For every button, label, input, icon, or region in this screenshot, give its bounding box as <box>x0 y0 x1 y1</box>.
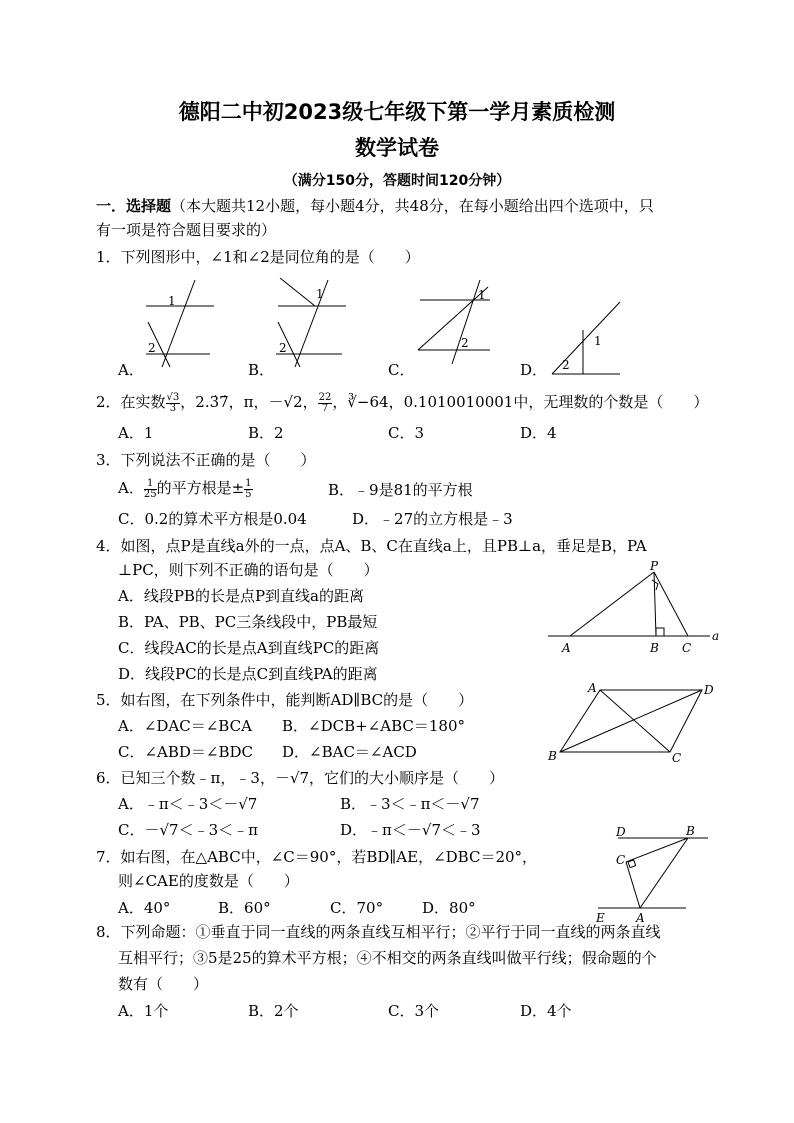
q1-option-c[interactable]: C． <box>388 361 415 379</box>
q4-option-d[interactable]: D．线段PC的长是点C到直线PA的距离 <box>118 665 378 683</box>
q2-option-a[interactable]: A．1 <box>118 424 154 442</box>
q8-option-c[interactable]: C．3个 <box>388 1002 440 1020</box>
q1-figure-c <box>418 280 490 364</box>
q2-option-b[interactable]: B．2 <box>248 424 284 442</box>
q4-label-p: P <box>650 559 659 573</box>
q8-option-d[interactable]: D．4个 <box>520 1002 572 1020</box>
q6-option-b[interactable]: B．﹣3＜﹣π＜－√7 <box>340 795 480 813</box>
q7-option-d[interactable]: D．80° <box>422 899 476 917</box>
q2-mid: ，2.3̇7̇，π，－√2， <box>180 393 318 411</box>
exam-title: 德阳二中初2023级七年级下第一学月素质检测 <box>178 100 616 124</box>
q2-frac1: $\frac{√3}{3}$ <box>166 391 180 414</box>
q7-stem-2: 则∠CAE的度数是（ ） <box>118 872 299 890</box>
q1-stem: 1．下列图形中，∠1和∠2是同位角的是（ ） <box>96 248 420 266</box>
q4-label-line-a: a <box>712 629 720 643</box>
q4-option-c[interactable]: C．线段AC的长是点A到直线PC的距离 <box>118 639 380 657</box>
q4-label-c: C <box>682 641 692 655</box>
q6-option-a[interactable]: A．﹣π＜﹣3＜－√7 <box>118 795 258 813</box>
q3-option-b[interactable]: B．﹣9是81的平方根 <box>328 481 473 499</box>
q4-figure <box>548 559 748 655</box>
section-title: 一．选择题 <box>96 197 172 215</box>
q5-option-a[interactable]: A．∠DAC＝∠BCA <box>118 717 252 735</box>
q8-stem-3: 数有（ ） <box>118 975 209 993</box>
q3-option-d[interactable]: D．﹣27的立方根是﹣3 <box>352 510 513 528</box>
q5-label-c: C <box>672 751 682 765</box>
q8-stem-1: 8．下列命题：①垂直于同一直线的两条直线互相平行；②平行于同一直线的两条直线 <box>96 923 661 941</box>
q5-stem: 5．如右图，在下列条件中，能判断AD∥BC的是（ ） <box>96 691 474 709</box>
q3-option-a[interactable]: A． $\frac{1}{25}$ 的平方根是± $\frac{1}{5}$ <box>118 477 252 500</box>
q5-figure <box>540 680 740 770</box>
q6-stem: 6．已知三个数﹣π，﹣3，－√7，它们的大小顺序是（ ） <box>96 769 505 787</box>
q3-option-c[interactable]: C．0.2的算术平方根是0.04 <box>118 510 307 528</box>
q6-option-d[interactable]: D．﹣π＜－√7＜﹣3 <box>340 821 481 839</box>
q1-d-label-2: 2 <box>562 358 570 372</box>
q1-a-label-2: 2 <box>148 341 156 355</box>
q2-option-c[interactable]: C．3 <box>388 424 425 442</box>
section-heading <box>96 196 654 216</box>
q3-stem: 3．下列说法不正确的是（ ） <box>96 451 316 469</box>
q7-label-c: C <box>616 853 626 867</box>
q7-option-c[interactable]: C．70° <box>330 899 384 917</box>
q5-label-a: A <box>588 681 597 695</box>
q4-stem-1: 4．如图，点P是直线a外的一点，点A、B、C在直线a上，且PB⊥a，垂足是B，PA <box>96 537 647 555</box>
q7-label-a: A <box>636 911 645 925</box>
q5-option-b[interactable]: B．∠DCB+∠ABC＝180° <box>282 717 465 735</box>
q4-option-b[interactable]: B．PA、PB、PC三条线段中，PB最短 <box>118 613 378 631</box>
q4-label-b: B <box>650 641 659 655</box>
q1-figure-d <box>552 302 620 374</box>
q8-option-b[interactable]: B．2个 <box>248 1002 299 1020</box>
q2-frac2: $\frac{22}{7}$ <box>318 391 332 414</box>
q5-label-b: B <box>548 749 557 763</box>
exam-subtitle: 数学试卷 <box>355 136 439 160</box>
q7-figure <box>596 822 736 925</box>
q1-a-label-1: 1 <box>168 294 176 308</box>
section-desc-1: （本大题共12小题，每小题4分，共48分，在每小题给出四个选项中，只 <box>171 197 654 215</box>
q8-option-a[interactable]: A．1个 <box>118 1002 169 1020</box>
q1-figures <box>0 272 794 372</box>
section-desc-2: 有一项是符合题目要求的） <box>96 221 277 239</box>
exam-note: （满分150分，答题时间120分钟） <box>283 173 511 189</box>
q1-figure-a <box>146 280 214 367</box>
q8-stem-2: 互相平行；③5是25的算术平方根；④不相交的两条直线叫做平行线；假命题的个 <box>118 949 657 967</box>
q2-stem <box>96 392 708 414</box>
q7-stem-1: 7．如右图，在△ABC中，∠C＝90°，若BD∥AE，∠DBC＝20°， <box>96 848 538 866</box>
q6-option-c[interactable]: C．－√7＜﹣3＜﹣π <box>118 821 258 839</box>
q5-option-d[interactable]: D．∠BAC＝∠ACD <box>282 743 417 761</box>
q7-label-d: D <box>616 825 626 839</box>
q4-option-a[interactable]: A．线段PB的长是点P到直线a的距离 <box>118 587 364 605</box>
q1-c-label-1: 1 <box>478 288 486 302</box>
q1-d-label-1: 1 <box>594 334 602 348</box>
q1-b-label-2: 2 <box>279 341 287 355</box>
q2-prefix: 2．在实数 <box>96 393 166 411</box>
q7-option-a[interactable]: A．40° <box>118 899 171 917</box>
q4-label-a: A <box>562 641 571 655</box>
q4-stem-2: ⊥PC，则下列不正确的语句是（ ） <box>118 561 379 579</box>
q2-option-d[interactable]: D．4 <box>520 424 557 442</box>
q1-b-label-1: 1 <box>316 287 324 301</box>
q7-label-e: E <box>596 911 605 925</box>
q1-option-d[interactable]: D． <box>520 361 548 379</box>
q7-label-b: B <box>686 824 695 838</box>
q1-c-label-2: 2 <box>461 336 469 350</box>
q1-option-a[interactable]: A． <box>118 361 144 379</box>
q1-figure-b <box>276 278 346 367</box>
q2-mid2: ，∛−64，0.1010010001中，无理数的个数是（ ） <box>332 393 709 411</box>
q1-option-b[interactable]: B． <box>248 361 275 379</box>
q5-option-c[interactable]: C．∠ABD＝∠BDC <box>118 743 254 761</box>
q5-label-d: D <box>704 683 714 697</box>
q7-option-b[interactable]: B．60° <box>218 899 271 917</box>
